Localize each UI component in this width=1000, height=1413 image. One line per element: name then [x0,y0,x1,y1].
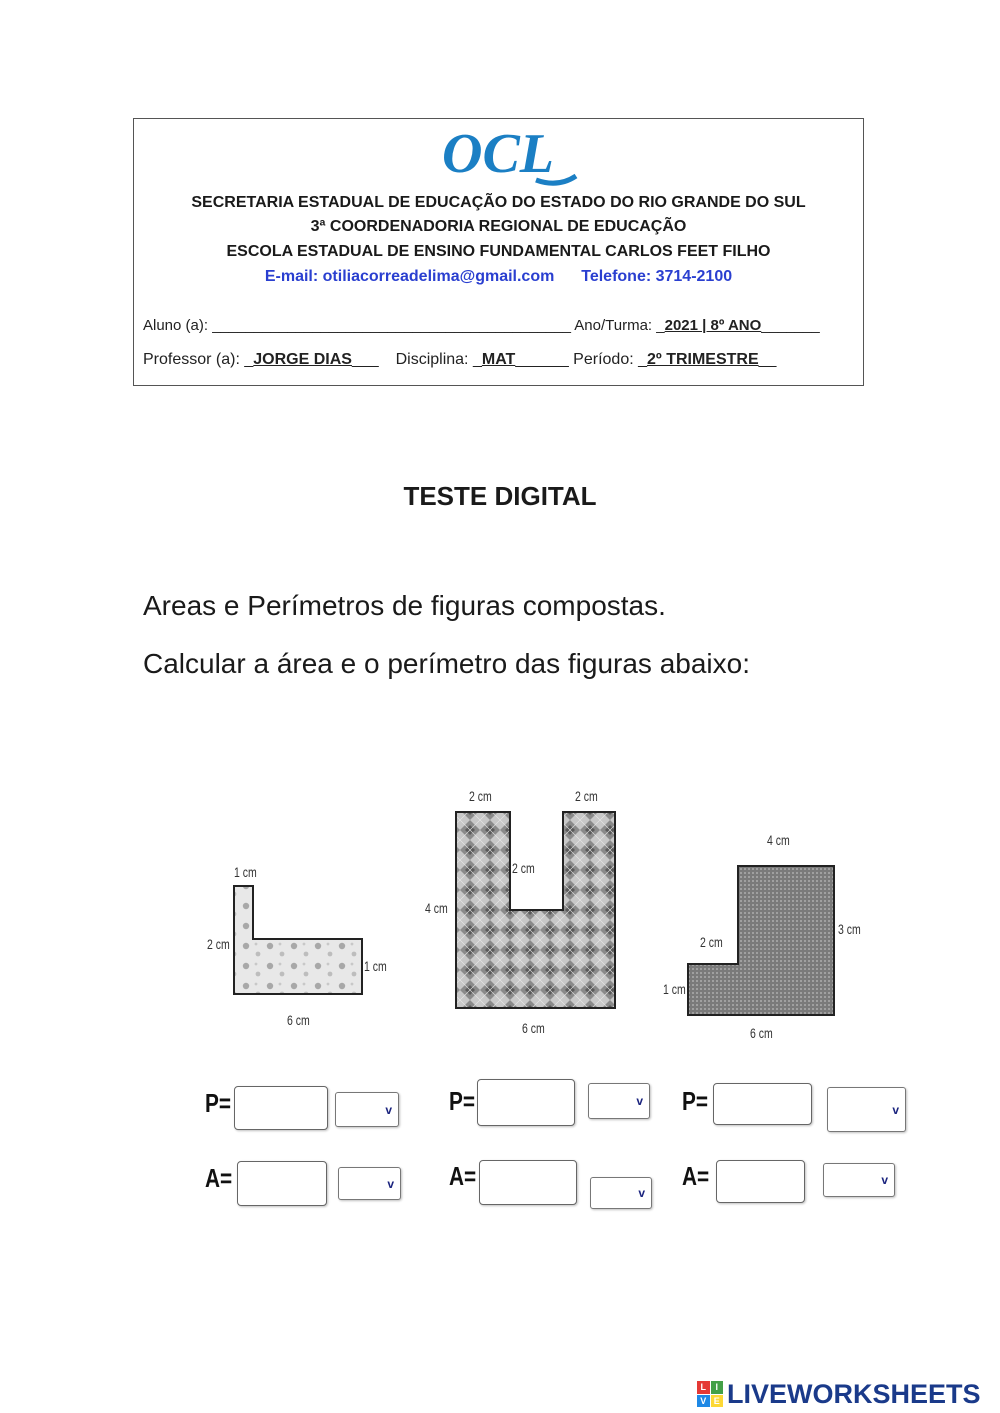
brand-icon-v: V [697,1395,710,1408]
fig3-label-step: 2 cm [700,934,723,950]
chevron-down-icon: v [385,1102,392,1117]
fig1-label-right: 1 cm [364,958,387,974]
a-label-1: A= [205,1163,233,1193]
fig1-label-left: 2 cm [207,936,230,952]
disciplina-post: ______ [515,351,569,368]
fig2-label-left: 4 cm [425,900,448,916]
periodo-pre: _ [638,351,648,368]
brand-icon-i: I [711,1381,724,1394]
fig3-label-right: 3 cm [838,921,861,937]
brand-icon-e: E [711,1395,724,1408]
header-secretaria: SECRETARIA ESTADUAL DE EDUCAÇÃO DO ESTADO DO RIO GRANDE DO SUL [191,194,806,211]
header-phone: Telefone: 3714-2100 [581,268,733,285]
chevron-down-icon: v [387,1176,394,1191]
area-input-1[interactable] [237,1161,327,1206]
chevron-down-icon: v [638,1186,645,1200]
fig2-label-notch: 2 cm [512,860,535,876]
aluno-label: Aluno (a): [143,317,209,334]
fig3-label-left: 1 cm [663,981,686,997]
periodo-post: __ [758,351,777,368]
ano-post: _______ [761,317,820,334]
perimeter-unit-select-2[interactable] [588,1083,650,1119]
perimeter-input-2[interactable] [477,1079,575,1126]
liveworksheets-logo-icon [697,1381,723,1407]
professor-pre: _ [244,351,254,368]
brand-icon-l: L [697,1381,710,1394]
professor-label: Professor (a): [143,351,240,368]
ano-value: 2021 | 8º ANO [664,317,762,334]
page-title: TESTE DIGITAL [403,481,597,511]
fig3-label-top: 4 cm [767,832,790,848]
fig2-label-bottom: 6 cm [522,1020,545,1036]
chevron-down-icon: v [892,1102,899,1117]
header-escola: ESCOLA ESTADUAL DE ENSINO FUNDAMENTAL CARLOS FEET FILHO [226,243,771,260]
disciplina-label: Disciplina: [395,351,469,368]
instruction-line2: Calcular a área e o perímetro das figuras abaixo: [143,648,750,679]
periodo-value: 2º TRIMESTRE [647,351,759,368]
area-input-2[interactable] [479,1160,577,1205]
header-coordenadoria: 3ª COORDENADORIA REGIONAL DE EDUCAÇÃO [310,218,687,235]
a-label-2: A= [449,1161,477,1191]
figure-1-shape [234,886,362,994]
ano-label: Ano/Turma: [574,317,653,334]
area-input-3[interactable] [716,1160,805,1203]
fig2-label-top-right: 2 cm [575,788,598,804]
header-email: E-mail: otiliacorreadelima@gmail.com [264,268,555,285]
p-label-2: P= [449,1086,476,1116]
logo-text: OCL [442,123,554,185]
aluno-blank[interactable]: ___________________________________________ [212,317,571,334]
fig1-label-bottom: 6 cm [287,1012,310,1028]
liveworksheets-brand[interactable] [697,1378,981,1410]
area-unit-select-2[interactable] [590,1177,652,1209]
chevron-down-icon: v [636,1094,643,1108]
p-label-3: P= [682,1086,709,1116]
professor-value: JORGE DIAS [253,351,352,368]
fig1-label-top: 1 cm [234,864,257,880]
professor-post: ___ [351,351,379,368]
perimeter-input-3[interactable] [713,1083,812,1125]
chevron-down-icon: v [881,1173,888,1187]
area-unit-select-3[interactable] [823,1163,895,1197]
perimeter-unit-select-1[interactable] [335,1092,399,1127]
fig2-label-top-left: 2 cm [469,788,492,804]
area-unit-select-1[interactable] [338,1167,401,1200]
perimeter-input-1[interactable] [234,1086,328,1130]
figure-2-shape [456,812,615,1008]
perimeter-unit-select-3[interactable] [827,1087,906,1132]
periodo-label: Período: [573,351,634,368]
fig3-label-bottom: 6 cm [750,1025,773,1041]
a-label-3: A= [682,1161,710,1191]
instruction-line1: Areas e Perímetros de figuras compostas. [143,590,666,621]
ano-pre: _ [656,317,665,334]
disciplina-value: MAT [481,351,516,368]
disciplina-pre: _ [472,351,482,368]
p-label-1: P= [205,1088,232,1118]
brand-text: LIVEWORKSHEETS [727,1378,981,1409]
